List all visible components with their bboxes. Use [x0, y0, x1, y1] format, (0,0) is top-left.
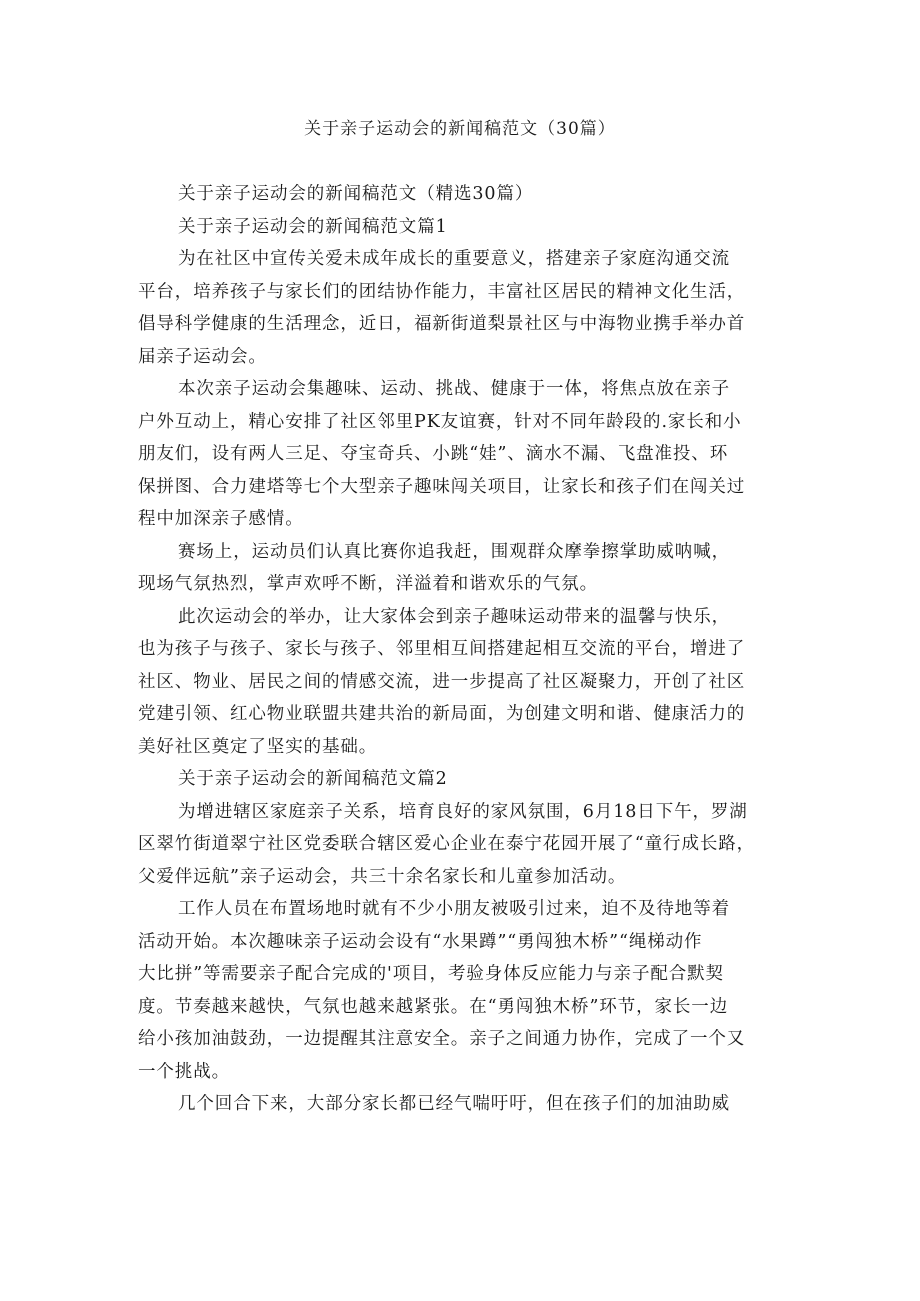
text-line: 赛场上，运动员们认真比赛你追我赶，围观群众摩拳擦掌助威呐喊，: [178, 541, 730, 562]
text-line: 倡导科学健康的生活理念，近日，福新街道梨景社区与中海物业携手举办首: [138, 314, 746, 334]
text-line: 户外互动上，精心安排了社区邻里PK友谊赛，针对不同年龄段的.家长和小: [138, 411, 742, 432]
text-line: 朋友们，设有两人三足、夺宝奇兵、小跳“娃”、滴水不漏、飞盘准投、环: [138, 444, 729, 464]
text-line: 平台，培养孩子与家长们的团结协作能力，丰富社区居民的精神文化生活，: [138, 281, 746, 302]
text-line: 程中加深亲子感情。: [138, 509, 304, 529]
text-line: 此次运动会的举办，让大家体会到亲子趣味运动带来的温馨与快乐，: [178, 606, 730, 627]
text-line: 给小孩加油鼓劲，一边提醒其注意安全。亲子之间通力协作，完成了一个又: [138, 1029, 746, 1049]
text-line: 活动开始。本次趣味亲子运动会设有“水果蹲”“勇闯独木桥”“绳梯动作: [138, 931, 703, 952]
text-line: 保拼图、合力建塔等七个大型亲子趣味闯关项目，让家长和孩子们在闯关过: [138, 476, 746, 497]
text-line: 区翠竹街道翠宁社区党委联合辖区爱心企业在泰宁花园开展了“童行成长路，: [138, 834, 756, 854]
text-line: 几个回合下来，大部分家长都已经气喘吁吁，但在孩子们的加油助威: [178, 1094, 730, 1114]
text-line: 现场气氛热烈，掌声欢呼不断，洋溢着和谐欢乐的气氛。: [138, 574, 598, 594]
text-line: 度。节奏越来越快，气氛也越来越紧张。在“勇闯独木桥”环节，家长一边: [138, 996, 729, 1017]
text-line: 本次亲子运动会集趣味、运动、挑战、健康于一体，将焦点放在亲子: [178, 379, 730, 399]
text-line: 关于亲子运动会的新闻稿范文篇1: [178, 216, 448, 237]
text-line: 工作人员在布置场地时就有不少小朋友被吸引过来，迫不及待地等着: [178, 899, 730, 919]
document-title: 关于亲子运动会的新闻稿范文（30篇）: [304, 119, 616, 139]
text-line: 为在社区中宣传关爱未成年成长的重要意义，搭建亲子家庭沟通交流: [178, 249, 730, 269]
text-line: 父爱伴远航”亲子运动会，共三十余名家长和儿童参加活动。: [138, 866, 627, 887]
text-line: 也为孩子与孩子、家长与孩子、邻里相互间搭建起相互交流的平台，增进了: [138, 639, 746, 659]
document-body: [138, 178, 788, 1121]
text-line: 关于亲子运动会的新闻稿范文篇2: [178, 769, 448, 789]
text-line: 社区、物业、居民之间的情感交流，进一步提高了社区凝聚力，开创了社区: [138, 671, 746, 692]
text-line: 一个挑战。: [138, 1061, 230, 1082]
text-line: 届亲子运动会。: [138, 346, 267, 367]
text-line: 大比拼”等需要亲子配合完成的'项目，考验身体反应能力与亲子配合默契: [138, 964, 724, 984]
text-line: 党建引领、红心物业联盟共建共治的新局面，为创建文明和谐、健康活力的: [138, 704, 746, 724]
text-line: 为增进辖区家庭亲子关系，培育良好的家风氛围，6月18日下午，罗湖: [178, 801, 748, 822]
text-line: 关于亲子运动会的新闻稿范文（精选30篇）: [178, 184, 534, 204]
text-line: 美好社区奠定了坚实的基础。: [138, 736, 378, 757]
